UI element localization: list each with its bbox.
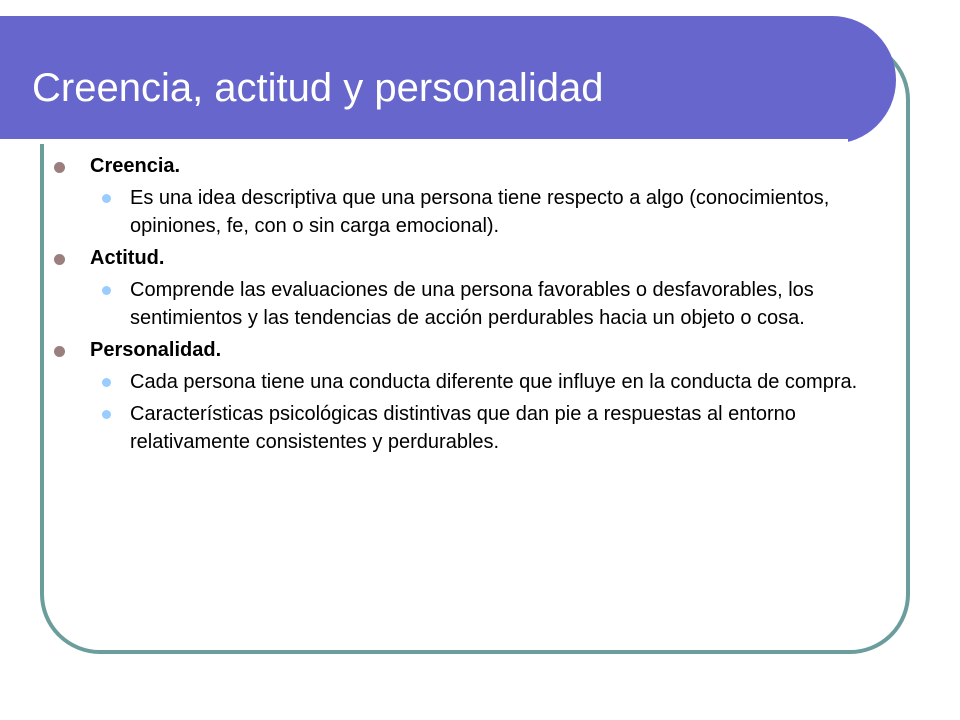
sub-bullet-dot-icon [102, 194, 111, 203]
sub-bullet-text: Es una idea descriptiva que una persona tiene respecto a algo (conocimientos, opiniones, fe, con o sin carga emocional). [130, 187, 830, 237]
sub-bullet-text: Cada persona tiene una conducta diferente que influye en la conducta de compra. [130, 371, 858, 393]
sub-bullet [54, 400, 910, 456]
bullet-actitud [54, 244, 910, 272]
slide-title: Creencia, actitud y personalidad [32, 66, 604, 110]
sub-bullet-text: Comprende las evaluaciones de una persona favorables o desfavorables, los sentimientos y las tendencias de acción perdurables hacia un objeto o cosa. [130, 279, 814, 329]
sub-bullet-text: Características psicológicas distintivas que dan pie a respuestas al entorno relativamente consistentes y perdurables. [130, 403, 796, 453]
bullet-creencia [54, 152, 910, 180]
bullet-personalidad [54, 336, 910, 364]
sub-bullet-dot-icon [102, 286, 111, 295]
bullet-heading: Creencia. [90, 155, 181, 177]
title-bar [0, 16, 896, 144]
bullet-dot-icon [54, 346, 65, 357]
bullet-dot-icon [54, 254, 65, 265]
sub-bullet-dot-icon [102, 410, 111, 419]
bullet-heading: Personalidad. [90, 339, 222, 361]
sub-bullet [54, 276, 910, 332]
sub-bullet [54, 368, 910, 396]
bullet-heading: Actitud. [90, 247, 165, 269]
bullet-dot-icon [54, 162, 65, 173]
sub-bullet-dot-icon [102, 378, 111, 387]
title-underline [0, 139, 848, 144]
sub-bullet [54, 184, 910, 240]
content-area [54, 148, 910, 460]
